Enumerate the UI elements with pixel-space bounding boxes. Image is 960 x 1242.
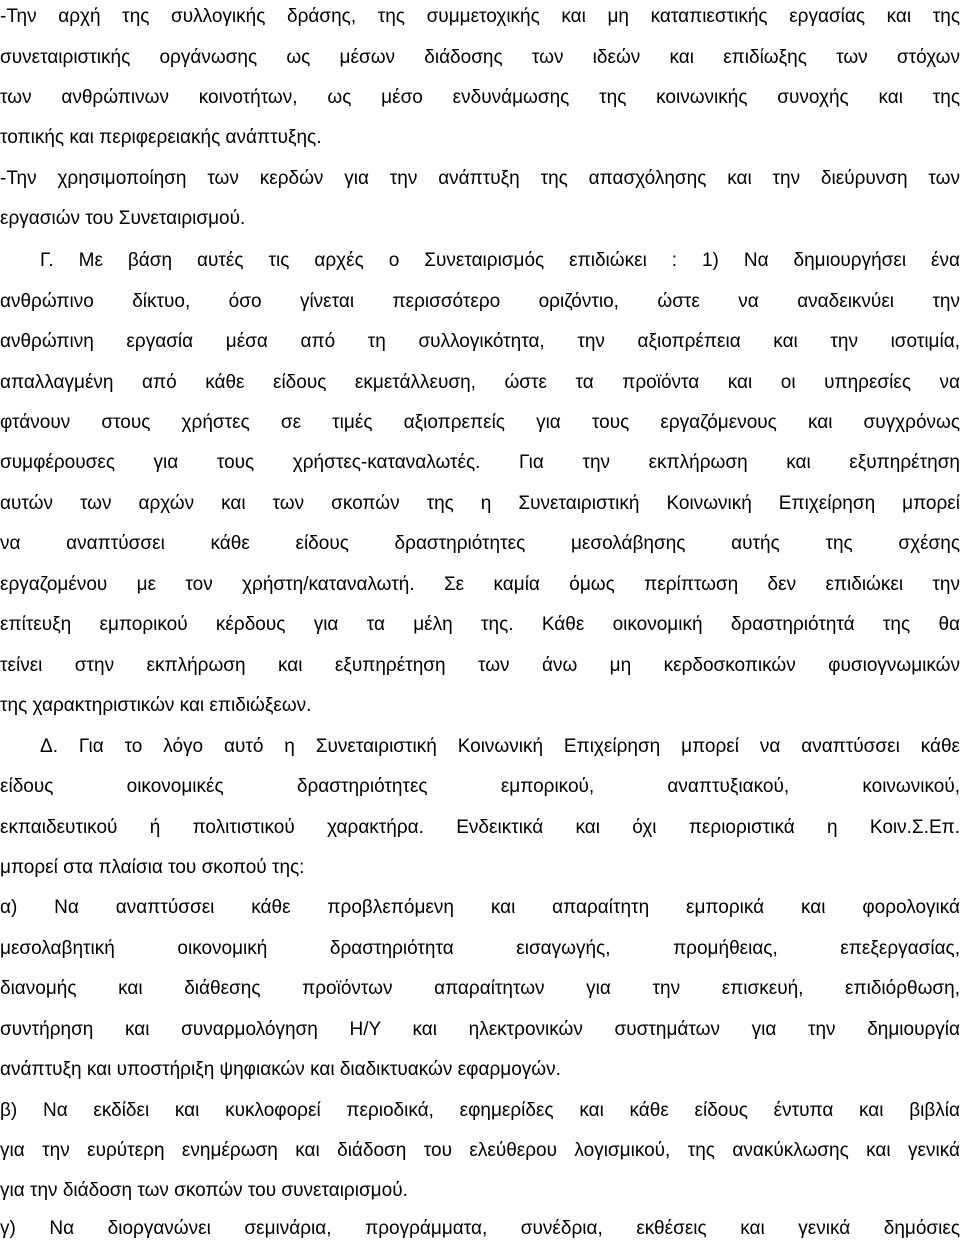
- text-line: εκπαιδευτικού ή πολιτιστικού χαρακτήρα. Ενδεικτικά και όχι περιοριστικά η Κοιν.Σ.Επ.: [0, 817, 960, 838]
- text-line: -Την χρησιμοποίηση των κερδών για την ανάπτυξη της απασχόλησης και την διεύρυνση των: [0, 168, 960, 189]
- text-line: τείνει στην εκπλήρωση και εξυπηρέτηση των άνω μη κερδοσκοπικών φυσιογνωμικών: [0, 655, 960, 676]
- text-line: είδους οικονομικές δραστηριότητες εμπορικού, αναπτυξιακού, κοινωνικού,: [0, 776, 960, 797]
- text-line: της χαρακτηριστικών και επιδιώξεων.: [0, 695, 312, 716]
- item-c-first-line: γ) Να διοργανώνει σεμινάρια, προγράμματα, συνέδρια, εκθέσεις και γενικά δημόσιες: [0, 1218, 960, 1239]
- text-line: τοπικής και περιφερειακής ανάπτυξης.: [0, 127, 322, 148]
- text-line: να αναπτύσσει κάθε είδους δραστηριότητες μεσολάβησης αυτής της σχέσης: [0, 533, 960, 554]
- item-a-first-line: α) Να αναπτύσσει κάθε προβλεπόμενη και απαραίτητη εμπορικά και φορολογικά: [0, 897, 960, 918]
- text-line: των ανθρώπινων κοινοτήτων, ως μέσο ενδυνάμωσης της κοινωνικής συνοχής και της: [0, 87, 960, 108]
- text-line: απαλλαγμένη από κάθε είδους εκμετάλλευση, ώστε τα προϊόντα και οι υπηρεσίες να: [0, 372, 960, 393]
- text-line: διανομής και διάθεσης προϊόντων απαραίτητων για την επισκευή, επιδιόρθωση,: [0, 978, 960, 999]
- text-line: μεσολαβητική οικονομική δραστηριότητα εισαγωγής, προμήθειας, επεξεργασίας,: [0, 938, 960, 959]
- text-line: για την διάδοση των σκοπών του συνεταιρισμού.: [0, 1180, 408, 1201]
- text-line: συντήρηση και συναρμολόγηση Η/Υ και ηλεκτρονικών συστημάτων για την δημιουργία: [0, 1019, 960, 1040]
- text-line: για την ευρύτερη ενημέρωση και διάδοση του ελεύθερου λογισμικού, της ανακύκλωσης και γενικά: [0, 1140, 960, 1161]
- text-line: επίτευξη εμπορικού κέρδους για τα μέλη της. Κάθε οικονομική δραστηριότητά της θα: [0, 614, 960, 635]
- text-line: συμφέρουσες για τους χρήστες-καταναλωτές. Για την εκπλήρωση και εξυπηρέτηση: [0, 452, 960, 473]
- text-line: ανθρώπινη εργασία μέσα από τη συλλογικότητα, την αξιοπρέπεια και την ισοτιμία,: [0, 331, 960, 352]
- text-line: εργασιών του Συνεταιρισμού.: [0, 208, 246, 229]
- text-line: ανάπτυξη και υποστήριξη ψηφιακών και διαδικτυακών εφαρμογών.: [0, 1059, 561, 1080]
- section-d-first-line: Δ. Για το λόγο αυτό η Συνεταιριστική Κοινωνική Επιχείρηση μπορεί να αναπτύσσει κάθε: [40, 736, 960, 757]
- text-line: μπορεί στα πλαίσια του σκοπού της:: [0, 857, 305, 878]
- text-line: φτάνουν στους χρήστες σε τιμές αξιοπρεπείς για τους εργαζόμενους και συγχρόνως: [0, 412, 960, 433]
- item-b-first-line: β) Να εκδίδει και κυκλοφορεί περιοδικά, εφημερίδες και κάθε είδους έντυπα και βιβλία: [0, 1100, 960, 1121]
- text-line: ανθρώπινο δίκτυο, όσο γίνεται περισσότερο οριζόντιο, ώστε να αναδεικνύει την: [0, 291, 960, 312]
- text-line: -Την αρχή της συλλογικής δράσης, της συμμετοχικής και μη καταπιεστικής εργασίας και της: [0, 6, 960, 27]
- section-g-first-line: Γ. Με βάση αυτές τις αρχές ο Συνεταιρισμός επιδιώκει : 1) Να δημιουργήσει ένα: [40, 250, 960, 271]
- text-line: συνεταιριστικής οργάνωσης ως μέσων διάδοσης των ιδεών και επιδίωξης των στόχων: [0, 47, 960, 68]
- text-line: αυτών των αρχών και των σκοπών της η Συνεταιριστική Κοινωνική Επιχείρηση μπορεί: [0, 493, 960, 514]
- text-line: εργαζομένου με τον χρήστη/καταναλωτή. Σε καμία όμως περίπτωση δεν επιδιώκει την: [0, 574, 960, 595]
